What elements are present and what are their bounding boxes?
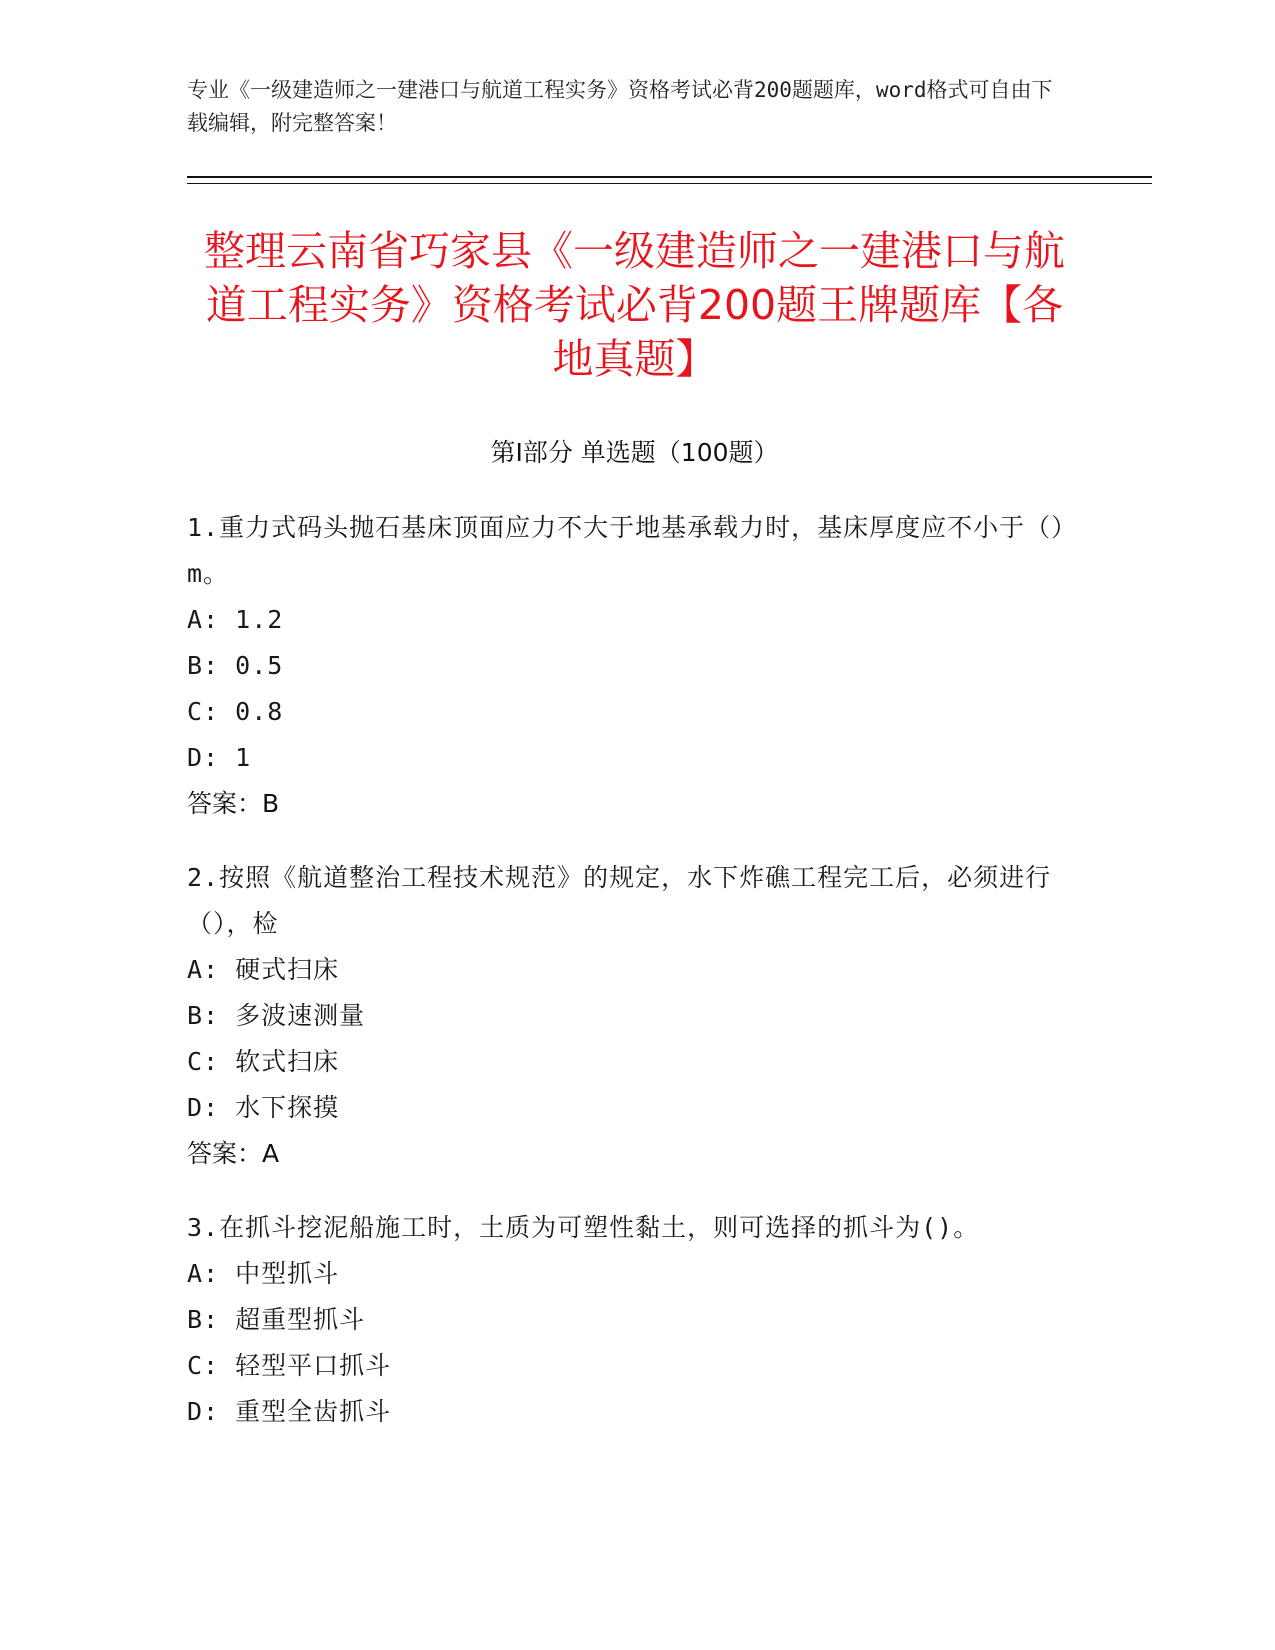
option-b: B: 超重型抓斗 (187, 1305, 366, 1334)
question-stem: 1.重力式码头抛石基床顶面应力不大于地基承载力时，基床厚度应不小于（）m。 (187, 513, 1065, 588)
section-heading: 第Ⅰ部分 单选题（100题） (490, 438, 779, 467)
option-a: A: 1.2 (187, 605, 284, 634)
question-2 (187, 855, 1067, 1177)
question-stem: 2.按照《航道整治工程技术规范》的规定，水下炸礁工程完工后，必须进行（），检 (187, 863, 1052, 938)
header-divider-thin (187, 183, 1152, 184)
answer-label: 答案：B (187, 789, 280, 818)
answer-label: 答案：A (187, 1139, 280, 1168)
document-title: 整理云南省巧家县《一级建造师之一建港口与航道工程实务》资格考试必背200题王牌题库【各地真题】 (204, 227, 1065, 383)
header-note: 专业《一级建造师之一建港口与航道工程实务》资格考试必背200题题库，word格式可自由下载编辑，附完整答案！ (187, 78, 1053, 135)
option-c: C: 软式扫床 (187, 1047, 340, 1076)
option-d: D: 水下探摸 (187, 1093, 340, 1122)
question-1 (187, 505, 1067, 827)
option-a: A: 中型抓斗 (187, 1259, 340, 1288)
question-stem: 3.在抓斗挖泥船施工时，土质为可塑性黏土，则可选择的抓斗为()。 (187, 1213, 980, 1242)
option-b: B: 0.5 (187, 651, 284, 680)
option-c: C: 0.8 (187, 697, 284, 726)
option-b: B: 多波速测量 (187, 1001, 366, 1030)
option-a: A: 硬式扫床 (187, 955, 340, 984)
option-d: D: 重型全齿抓斗 (187, 1397, 392, 1426)
header-divider-thick (187, 176, 1152, 178)
option-c: C: 轻型平口抓斗 (187, 1351, 392, 1380)
option-d: D: 1 (187, 743, 252, 772)
question-3 (187, 1205, 1067, 1435)
